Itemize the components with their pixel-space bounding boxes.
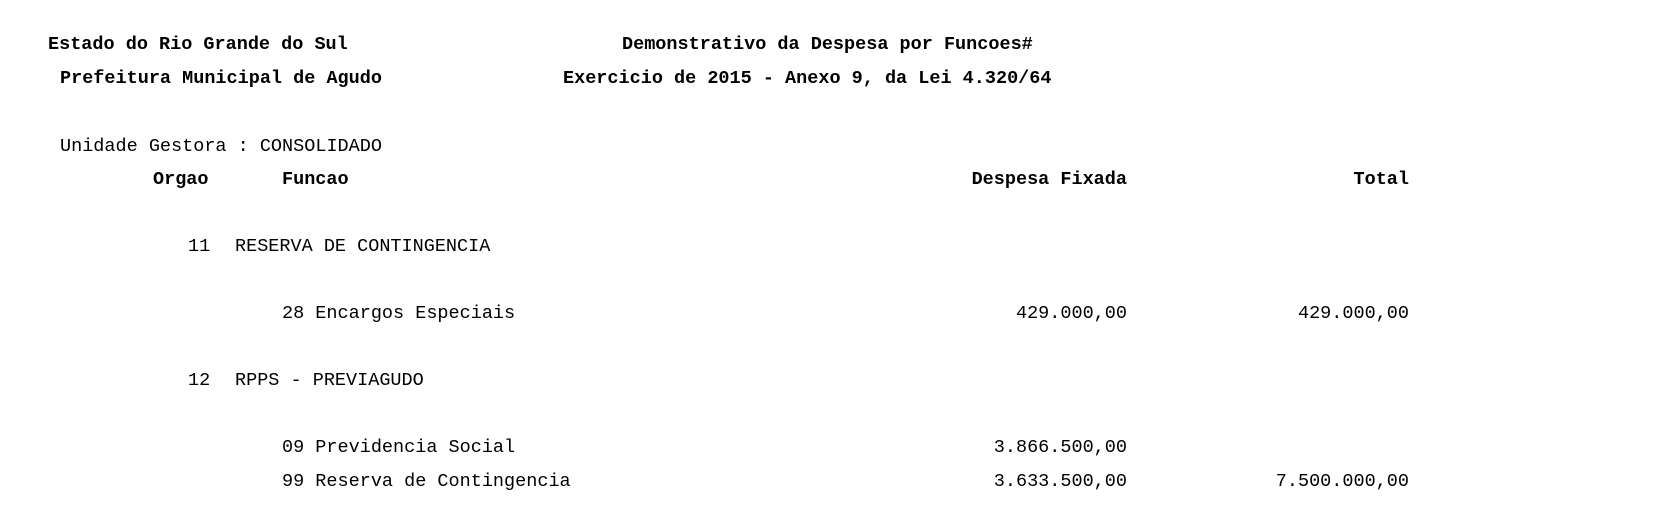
municipality-name: Prefeitura Municipal de Agudo xyxy=(60,68,382,89)
orgao-code: 11 xyxy=(188,236,211,257)
state-name: Estado do Rio Grande do Sul xyxy=(48,34,348,55)
funcao-despesa: 3.633.500,00 xyxy=(993,471,1127,492)
col-header-funcao: Funcao xyxy=(282,169,349,190)
orgao-code: 12 xyxy=(188,370,211,391)
col-header-orgao: Orgao xyxy=(153,169,209,190)
funcao-despesa: 3.866.500,00 xyxy=(993,437,1127,458)
report-subtitle: Exercicio de 2015 - Anexo 9, da Lei 4.320/64 xyxy=(563,68,1052,89)
orgao-name: RPPS - PREVIAGUDO xyxy=(235,370,424,391)
funcao-total: 429.000,00 xyxy=(1297,303,1409,324)
funcao-despesa: 429.000,00 xyxy=(1015,303,1127,324)
col-header-total: Total xyxy=(1353,169,1409,190)
orgao-name: RESERVA DE CONTINGENCIA xyxy=(235,236,491,257)
funcao-label: 28 Encargos Especiais xyxy=(282,303,516,324)
funcao-total: 7.500.000,00 xyxy=(1275,471,1409,492)
unit-label: Unidade Gestora : CONSOLIDADO xyxy=(60,136,382,157)
col-header-despesa: Despesa Fixada xyxy=(971,169,1127,190)
report-title: Demonstrativo da Despesa por Funcoes# xyxy=(622,34,1033,55)
funcao-label: 99 Reserva de Contingencia xyxy=(282,471,571,492)
funcao-label: 09 Previdencia Social xyxy=(282,437,516,458)
